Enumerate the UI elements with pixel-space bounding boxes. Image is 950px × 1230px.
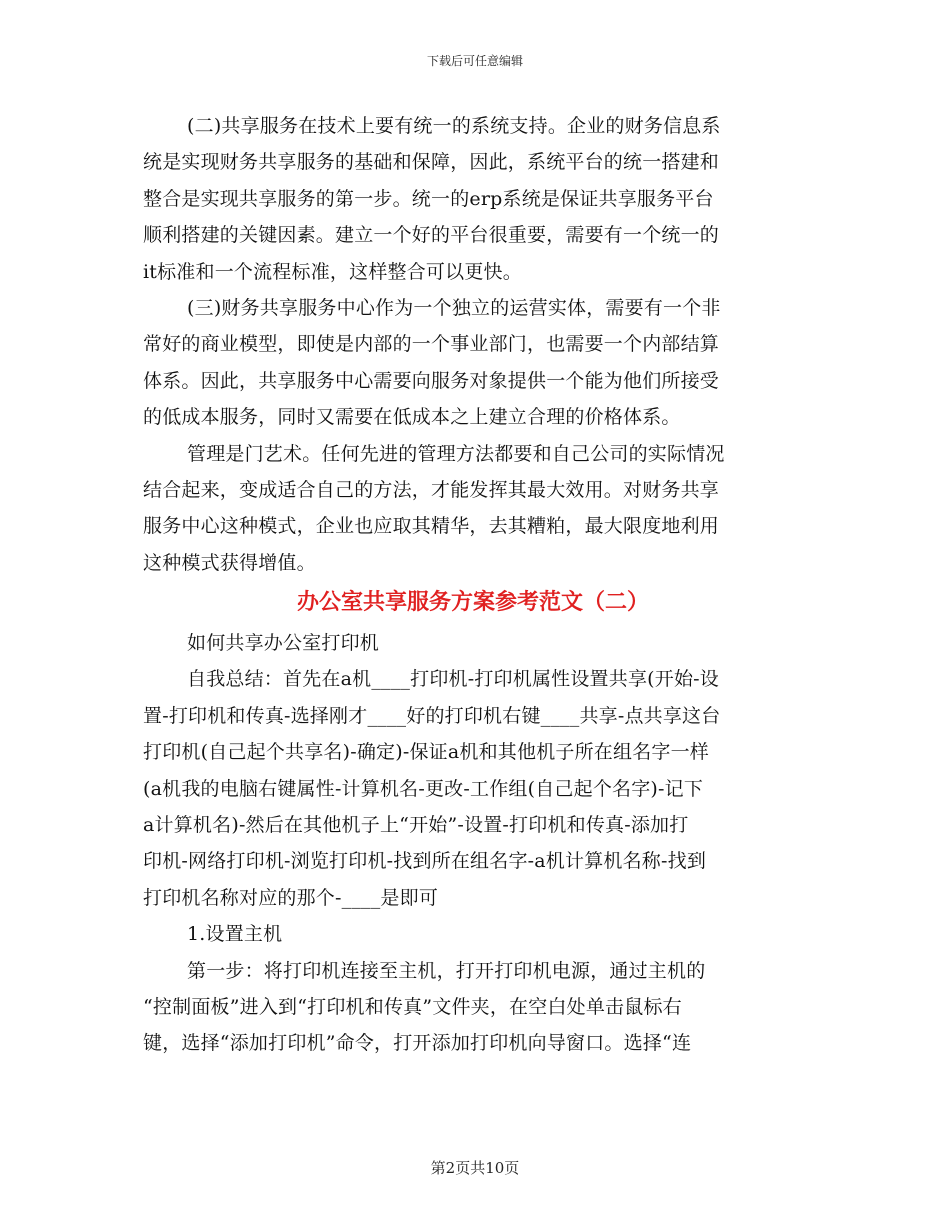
text-line: 自我总结：首先在a机____打印机-打印机属性设置共享(开始-设 — [187, 668, 719, 691]
text-line: 整合是实现共享服务的第一步。统一的erp系统是保证共享服务平台 — [143, 187, 714, 210]
text-line: (三)财务共享服务中心作为一个独立的运营实体，需要有一个非 — [187, 296, 721, 319]
text-line: 常好的商业模型，即使是内部的一个事业部门，也需要一个内部结算 — [143, 333, 720, 356]
text-line: 统是实现财务共享服务的基础和保障，因此，系统平台的统一搭建和 — [143, 151, 720, 174]
text-line: 的低成本服务，同时又需要在低成本之上建立合理的价格体系。 — [143, 406, 681, 429]
text-line: 体系。因此，共享服务中心需要向服务对象提供一个能为他们所接受 — [143, 369, 720, 392]
text-line: 置-打印机和传真-选择刚才____好的打印机右键____共享-点共享这台 — [143, 704, 721, 727]
text-line: 1.设置主机 — [187, 923, 283, 946]
paragraph — [143, 625, 803, 661]
text-line: “控制面板”进入到“打印机和传真”文件夹，在空白处单击鼠标右 — [143, 995, 682, 1018]
paragraph — [143, 661, 803, 916]
text-line: 结合起来，变成适合自己的方法，才能发挥其最大效用。对财务共享 — [143, 478, 720, 501]
paragraph — [143, 916, 803, 952]
paragraph — [143, 290, 803, 436]
text-line: 印机-网络打印机-浏览打印机-找到所在组名字-a机计算机名称-找到 — [143, 850, 707, 873]
paragraph — [143, 953, 803, 1062]
document-body — [143, 108, 803, 1062]
text-line: 服务中心这种模式，企业也应取其精华，去其糟粕，最大限度地利用 — [143, 515, 720, 538]
page-footer: 第2页共10页 — [430, 1159, 520, 1177]
text-line: (二)共享服务在技术上要有统一的系统支持。企业的财务信息系 — [187, 115, 721, 137]
text-line: (a机我的电脑右键属性-计算机名-更改-工作组(自己起个名字)-记下 — [143, 777, 704, 800]
page-header: 下载后可任意编辑 — [426, 54, 523, 68]
text-line: it标准和一个流程标准，这样整合可以更快。 — [143, 260, 522, 283]
text-line: 这种模式获得增值。 — [143, 551, 316, 574]
text-line: 打印机(自己起个共享名)-确定)-保证a机和其他机子所在组名字一样 — [143, 741, 710, 764]
text-line: 管理是门艺术。任何先进的管理方法都要和自己公司的实际情况 — [187, 442, 725, 465]
text-line: 顺利搭建的关键因素。建立一个好的平台很重要，需要有一个统一的 — [143, 224, 720, 247]
text-line: 第一步：将打印机连接至主机，打开打印机电源，通过主机的 — [187, 959, 706, 982]
section-title: 办公室共享服务方案参考范文（二） — [296, 590, 649, 616]
text-line: a计算机名)-然后在其他机子上“开始”-设置-打印机和传真-添加打 — [143, 814, 689, 837]
text-line: 键，选择“添加打印机”命令，打开添加打印机向导窗口。选择“连 — [143, 1032, 692, 1055]
paragraph — [143, 108, 803, 290]
text-line: 如何共享办公室打印机 — [187, 632, 380, 655]
paragraph — [143, 436, 803, 582]
text-line: 打印机名称对应的那个-____是即可 — [143, 886, 439, 909]
